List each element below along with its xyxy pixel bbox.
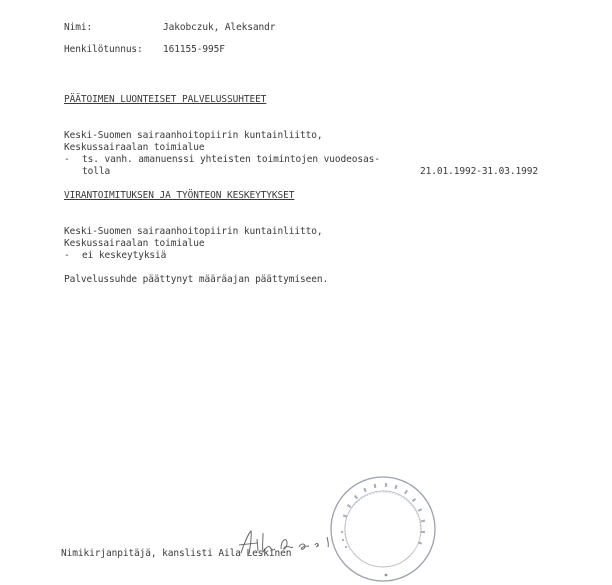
id-value: 161155-995F <box>163 44 225 55</box>
main-employment-heading: PÄÄTOIMEN LUONTEISET PALVELUSSUHTEET <box>64 94 267 105</box>
leave-item-dash: - <box>64 250 70 261</box>
main-item-dates: 21.01.1992-31.03.1992 <box>420 166 539 177</box>
main-item-line1: ts. vanh. amanuenssi yhteisten toimintojen vuodeosas- <box>82 154 380 165</box>
main-item-dash: - <box>64 154 70 165</box>
leave-item-line1: ei keskeytyksiä <box>82 250 167 261</box>
leave-employer-line1: Keski-Suomen sairaanhoitopiirin kuntainliitto, <box>64 226 323 237</box>
main-employer-line1: Keski-Suomen sairaanhoitopiirin kuntainliitto, <box>64 130 323 141</box>
main-item-line2: tolla <box>82 166 111 177</box>
leave-heading: VIRANTOIMITUKSEN JA TYÖNTEON KESKEYTYKSET <box>64 190 295 201</box>
signer-line: Nimikirjanpitäjä, kanslisti Aila Leskinen <box>61 548 292 559</box>
name-label: Nimi: <box>64 22 93 33</box>
name-value: Jakobczuk, Aleksandr <box>163 22 276 33</box>
main-employer-line2: Keskussairaalan toimialue <box>64 142 205 153</box>
leave-employer-line2: Keskussairaalan toimialue <box>64 238 205 249</box>
official-seal-icon <box>328 474 438 584</box>
id-label: Henkilötunnus: <box>64 44 143 55</box>
closing-text: Palvelussuhde päättynyt määräajan päättymiseen. <box>64 274 329 285</box>
